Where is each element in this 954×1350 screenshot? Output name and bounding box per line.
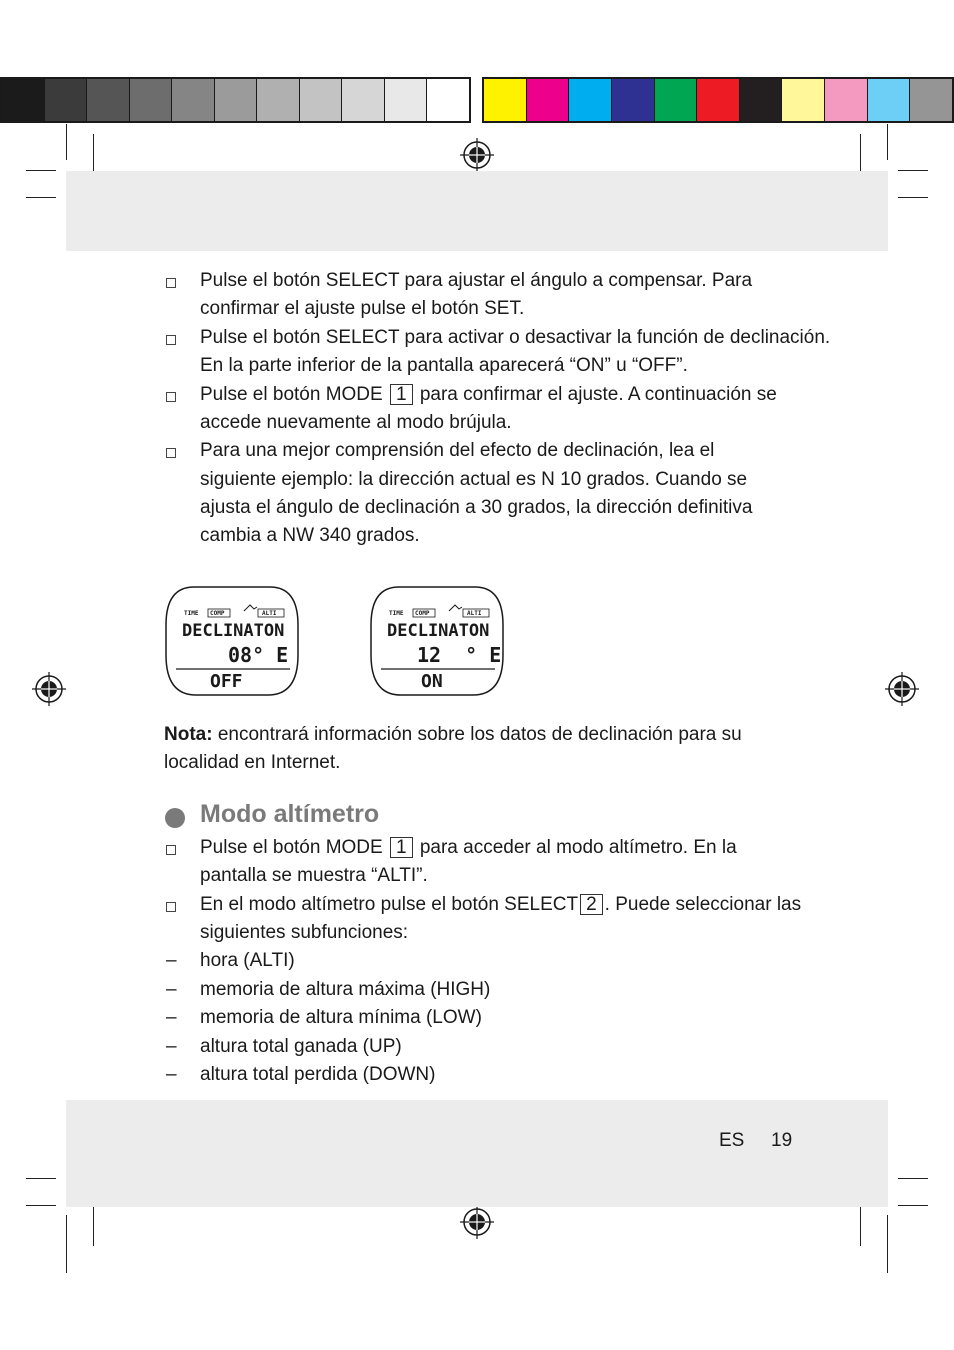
step-text-post: . Puede seleccionar las <box>604 894 802 915</box>
registration-mark-icon <box>460 1205 494 1239</box>
dash-bullet: – <box>166 1036 177 1057</box>
tab-time: TIME <box>389 610 404 617</box>
step-text-pre: Pulse el botón MODE <box>200 837 383 858</box>
step-text: siguientes subfunciones: <box>200 922 409 943</box>
step-text: Pulse el botón SELECT para activar o desactivar la función de declinación. <box>200 327 831 348</box>
color-swatch <box>740 79 783 121</box>
color-swatch <box>868 79 911 121</box>
color-swatch <box>697 79 740 121</box>
color-swatch <box>782 79 825 121</box>
lcd-line3: ON <box>421 671 443 692</box>
step-text-pre: Pulse el botón MODE <box>200 384 383 405</box>
color-swatch <box>257 79 300 121</box>
color-swatch <box>342 79 385 121</box>
dash-bullet: – <box>166 979 177 1000</box>
note-text <box>164 721 742 750</box>
checkbox-bullet-icon <box>166 392 176 402</box>
crop-mark <box>26 197 56 198</box>
checkbox-bullet-icon <box>166 902 176 912</box>
subfunction-item: altura total ganada (UP) <box>200 1036 402 1057</box>
crop-mark <box>898 1205 928 1206</box>
header-band <box>66 171 888 251</box>
crop-mark <box>66 124 67 160</box>
mode-button-ref: 1 <box>390 837 413 858</box>
select-button-ref: 2 <box>580 894 603 915</box>
color-swatch <box>910 79 952 121</box>
registration-mark-icon <box>885 672 919 706</box>
crop-mark <box>887 124 888 160</box>
crop-mark <box>898 197 928 198</box>
lcd-line2: 12 ° E <box>417 643 502 667</box>
color-swatch <box>385 79 428 121</box>
step-text: confirmar el ajuste pulse el botón SET. <box>200 298 525 319</box>
note-body: encontrará información sobre los datos de declinación para su <box>212 724 742 745</box>
section-bullet-icon <box>165 808 185 828</box>
lcd-line1: DECLINATON <box>387 621 490 641</box>
step-text-post: para confirmar el ajuste. A continuación se <box>419 384 777 405</box>
page-number: 19 <box>771 1130 793 1151</box>
step-text: ajusta el ángulo de declinación a 30 grados, la dirección definitiva <box>200 497 753 518</box>
crop-mark <box>898 1178 928 1179</box>
tab-comp: COMP <box>210 610 225 617</box>
step-text <box>200 834 737 863</box>
dash-bullet: – <box>166 1007 177 1028</box>
lcd-line3: OFF <box>210 671 243 692</box>
subfunction-item: hora (ALTI) <box>200 950 295 971</box>
color-swatch <box>612 79 655 121</box>
color-swatch <box>87 79 130 121</box>
note-label: Nota: <box>164 724 213 745</box>
tab-comp: COMP <box>415 610 430 617</box>
color-swatch <box>45 79 88 121</box>
step-text: pantalla se muestra “ALTI”. <box>200 865 428 886</box>
dash-bullet: – <box>166 1064 177 1085</box>
step-text-pre: En el modo altímetro pulse el botón SELECT <box>200 894 579 915</box>
color-swatch <box>2 79 45 121</box>
step-text <box>200 381 777 410</box>
checkbox-bullet-icon <box>166 278 176 288</box>
color-swatch <box>215 79 258 121</box>
grayscale-calibration-bar <box>0 77 471 123</box>
step-text: cambia a NW 340 grados. <box>200 525 420 546</box>
lcd-line2: 08° E <box>228 643 289 667</box>
note-text: localidad en Internet. <box>164 752 341 773</box>
lcd-line1: DECLINATON <box>182 621 285 641</box>
step-text: Pulse el botón SELECT para ajustar el ángulo a compensar. Para <box>200 270 753 291</box>
color-swatch <box>655 79 698 121</box>
registration-mark-icon <box>32 672 66 706</box>
section-title: Modo altímetro <box>200 800 380 828</box>
crop-mark <box>26 1178 56 1179</box>
subfunction-item: altura total perdida (DOWN) <box>200 1064 436 1085</box>
step-text: Para una mejor comprensión del efecto de declinación, lea el <box>200 440 715 461</box>
color-swatch <box>427 79 469 121</box>
color-swatch <box>130 79 173 121</box>
color-swatch <box>300 79 343 121</box>
crop-mark <box>898 170 928 171</box>
watch-display-off <box>164 585 300 697</box>
color-swatch <box>172 79 215 121</box>
checkbox-bullet-icon <box>166 845 176 855</box>
footer-band <box>66 1100 888 1207</box>
subfunction-item: memoria de altura máxima (HIGH) <box>200 979 491 1000</box>
step-text: accede nuevamente al modo brújula. <box>200 412 512 433</box>
crop-mark <box>66 1215 67 1273</box>
tab-alti: ALTI <box>467 610 482 617</box>
color-calibration-bar <box>482 77 954 123</box>
tab-time: TIME <box>184 610 199 617</box>
step-text <box>200 891 801 920</box>
step-text: En la parte inferior de la pantalla aparecerá “ON” u “OFF”. <box>200 355 688 376</box>
color-swatch <box>569 79 612 121</box>
language-code: ES <box>719 1130 745 1151</box>
step-text: siguiente ejemplo: la dirección actual es N 10 grados. Cuando se <box>200 469 748 490</box>
subfunction-item: memoria de altura mínima (LOW) <box>200 1007 482 1028</box>
mode-button-ref: 1 <box>390 384 413 405</box>
color-swatch <box>825 79 868 121</box>
color-swatch <box>484 79 527 121</box>
crop-mark <box>887 1215 888 1273</box>
tab-alti: ALTI <box>262 610 277 617</box>
crop-mark <box>26 1205 56 1206</box>
registration-mark-icon <box>460 138 494 172</box>
crop-mark <box>26 170 56 171</box>
checkbox-bullet-icon <box>166 335 176 345</box>
dash-bullet: – <box>166 950 177 971</box>
color-swatch <box>527 79 570 121</box>
checkbox-bullet-icon <box>166 448 176 458</box>
step-text-post: para acceder al modo altímetro. En la <box>419 837 737 858</box>
watch-display-on <box>369 585 505 697</box>
